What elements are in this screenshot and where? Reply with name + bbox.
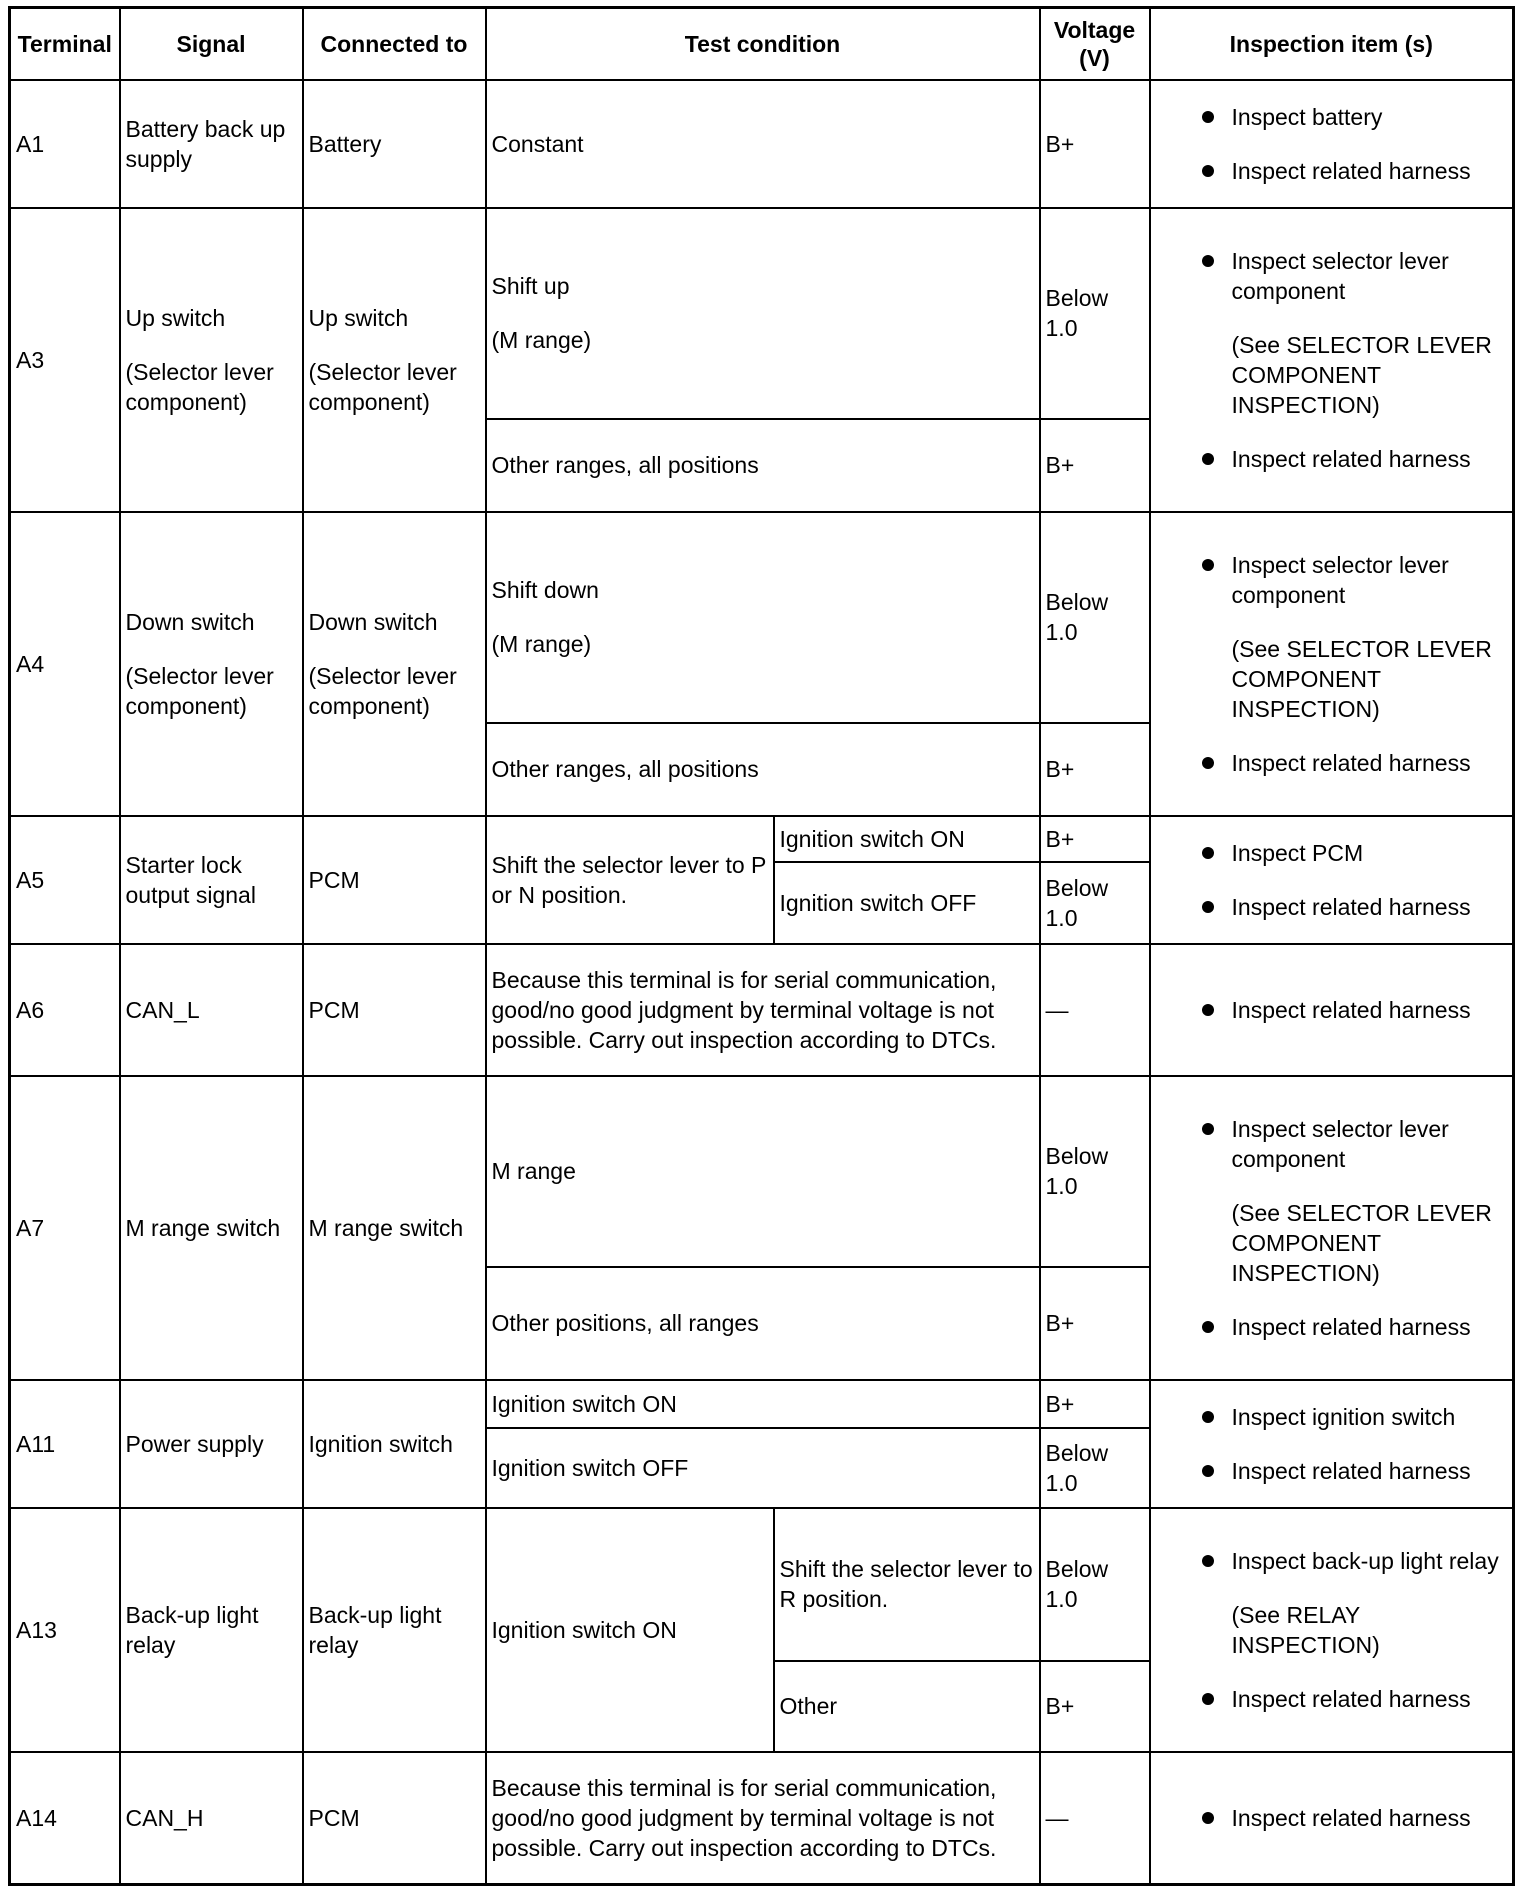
terminal-cell: A7 xyxy=(10,1076,120,1380)
condition-cell: Other ranges, all positions xyxy=(486,723,1040,816)
sub-condition-cell: Shift the selector lever to R position. xyxy=(774,1508,1040,1661)
inspection-item: Inspect related harness xyxy=(1156,444,1508,474)
terminal-cell: A6 xyxy=(10,944,120,1076)
connected-cell: PCM xyxy=(303,1752,486,1885)
inspection-item: Inspect back-up light relay (See RELAY INSPECTION) xyxy=(1156,1546,1508,1660)
signal-cell: CAN_L xyxy=(120,944,303,1076)
table-row-a14 xyxy=(10,1752,1514,1885)
header-inspection-items: Inspection item (s) xyxy=(1150,8,1514,80)
bullet-icon xyxy=(1202,901,1214,913)
bullet-icon xyxy=(1202,1123,1214,1135)
signal-cell: Up switch (Selector lever component) xyxy=(120,208,303,512)
inspection-cell xyxy=(1150,208,1514,512)
header-row xyxy=(10,8,1514,80)
inspection-item: Inspect selector lever component (See SELECTOR LEVER COMPONENT INSPECTION) xyxy=(1156,550,1508,724)
voltage-cell: Below 1.0 xyxy=(1040,862,1150,944)
voltage-cell: Below 1.0 xyxy=(1040,1076,1150,1267)
sub-condition-cell: Ignition switch ON xyxy=(774,816,1040,862)
connected-cell: Down switch (Selector lever component) xyxy=(303,512,486,816)
table-row-a1 xyxy=(10,80,1514,208)
inspection-item: Inspect selector lever component (See SELECTOR LEVER COMPONENT INSPECTION) xyxy=(1156,1114,1508,1288)
connected-cell: M range switch xyxy=(303,1076,486,1380)
connected-cell: PCM xyxy=(303,944,486,1076)
connected-cell: PCM xyxy=(303,816,486,944)
header-connected-to: Connected to xyxy=(303,8,486,80)
table-row-a4 xyxy=(10,512,1514,723)
connected-cell: Battery xyxy=(303,80,486,208)
inspection-item: Inspect battery xyxy=(1156,102,1508,132)
condition-cell: Other ranges, all positions xyxy=(486,419,1040,512)
inspection-item: Inspect related harness xyxy=(1156,1456,1508,1486)
voltage-cell: Below 1.0 xyxy=(1040,1508,1150,1661)
inspection-item: Inspect related harness xyxy=(1156,1684,1508,1714)
voltage-cell: B+ xyxy=(1040,1380,1150,1428)
table-row-a3 xyxy=(10,208,1514,419)
condition-cell: Shift up (M range) xyxy=(486,208,1040,419)
condition-cell: Because this terminal is for serial communication, good/no good judgment by terminal voltage is not possible. Carry out inspection according to DTCs. xyxy=(486,1752,1040,1885)
signal-cell: Down switch (Selector lever component) xyxy=(120,512,303,816)
terminal-cell: A14 xyxy=(10,1752,120,1885)
bullet-icon xyxy=(1202,1693,1214,1705)
signal-cell: Battery back up supply xyxy=(120,80,303,208)
voltage-cell: — xyxy=(1040,944,1150,1076)
terminal-cell: A11 xyxy=(10,1380,120,1508)
voltage-cell: Below 1.0 xyxy=(1040,208,1150,419)
signal-cell: M range switch xyxy=(120,1076,303,1380)
voltage-cell: B+ xyxy=(1040,1661,1150,1752)
inspection-item: Inspect PCM xyxy=(1156,838,1508,868)
inspection-item: Inspect selector lever component (See SELECTOR LEVER COMPONENT INSPECTION) xyxy=(1156,246,1508,420)
connected-cell: Up switch (Selector lever component) xyxy=(303,208,486,512)
inspection-item: Inspect related harness xyxy=(1156,748,1508,778)
bullet-icon xyxy=(1202,757,1214,769)
header-test-condition: Test condition xyxy=(486,8,1040,80)
inspection-cell xyxy=(1150,512,1514,816)
table-row-a13 xyxy=(10,1508,1514,1661)
inspection-item: Inspect related harness xyxy=(1156,156,1508,186)
terminal-cell: A4 xyxy=(10,512,120,816)
connected-cell: Ignition switch xyxy=(303,1380,486,1508)
inspection-cell xyxy=(1150,1508,1514,1752)
voltage-cell: B+ xyxy=(1040,419,1150,512)
voltage-cell: Below 1.0 xyxy=(1040,1428,1150,1508)
terminal-cell: A5 xyxy=(10,816,120,944)
bullet-icon xyxy=(1202,1555,1214,1567)
condition-cell: Constant xyxy=(486,80,1040,208)
bullet-icon xyxy=(1202,255,1214,267)
signal-cell: Back-up light relay xyxy=(120,1508,303,1752)
bullet-icon xyxy=(1202,1465,1214,1477)
header-voltage: Voltage (V) xyxy=(1040,8,1150,80)
inspection-cell xyxy=(1150,816,1514,944)
terminal-cell: A3 xyxy=(10,208,120,512)
voltage-cell: B+ xyxy=(1040,816,1150,862)
bullet-icon xyxy=(1202,111,1214,123)
bullet-icon xyxy=(1202,165,1214,177)
signal-cell: Power supply xyxy=(120,1380,303,1508)
inspection-item: Inspect related harness xyxy=(1156,1803,1508,1833)
bullet-icon xyxy=(1202,559,1214,571)
bullet-icon xyxy=(1202,1321,1214,1333)
inspection-cell xyxy=(1150,80,1514,208)
terminal-voltage-table xyxy=(8,6,1515,1886)
voltage-cell: B+ xyxy=(1040,723,1150,816)
condition-cell: Shift the selector lever to P or N position. xyxy=(486,816,774,944)
terminal-cell: A1 xyxy=(10,80,120,208)
condition-cell: Ignition switch OFF xyxy=(486,1428,1040,1508)
table-row-a5 xyxy=(10,816,1514,862)
condition-cell: Ignition switch ON xyxy=(486,1380,1040,1428)
condition-cell: M range xyxy=(486,1076,1040,1267)
bullet-icon xyxy=(1202,1004,1214,1016)
condition-cell: Shift down (M range) xyxy=(486,512,1040,723)
voltage-cell: B+ xyxy=(1040,1267,1150,1380)
table-row-a6 xyxy=(10,944,1514,1076)
voltage-cell: B+ xyxy=(1040,80,1150,208)
signal-cell: Starter lock output signal xyxy=(120,816,303,944)
condition-cell: Because this terminal is for serial communication, good/no good judgment by terminal voltage is not possible. Carry out inspection according to DTCs. xyxy=(486,944,1040,1076)
terminal-voltage-table-container xyxy=(8,6,1515,1886)
signal-cell: CAN_H xyxy=(120,1752,303,1885)
sub-condition-cell: Ignition switch OFF xyxy=(774,862,1040,944)
bullet-icon xyxy=(1202,453,1214,465)
inspection-item: Inspect related harness xyxy=(1156,892,1508,922)
connected-cell: Back-up light relay xyxy=(303,1508,486,1752)
inspection-item: Inspect related harness xyxy=(1156,995,1508,1025)
inspection-cell xyxy=(1150,1752,1514,1885)
bullet-icon xyxy=(1202,1812,1214,1824)
table-row-a7 xyxy=(10,1076,1514,1267)
terminal-cell: A13 xyxy=(10,1508,120,1752)
condition-cell: Ignition switch ON xyxy=(486,1508,774,1752)
inspection-item: Inspect ignition switch xyxy=(1156,1402,1508,1432)
table-row-a11 xyxy=(10,1380,1514,1428)
bullet-icon xyxy=(1202,847,1214,859)
voltage-cell: — xyxy=(1040,1752,1150,1885)
header-terminal: Terminal xyxy=(10,8,120,80)
inspection-cell xyxy=(1150,1380,1514,1508)
sub-condition-cell: Other xyxy=(774,1661,1040,1752)
condition-cell: Other positions, all ranges xyxy=(486,1267,1040,1380)
voltage-cell: Below 1.0 xyxy=(1040,512,1150,723)
inspection-cell xyxy=(1150,1076,1514,1380)
header-signal: Signal xyxy=(120,8,303,80)
inspection-item: Inspect related harness xyxy=(1156,1312,1508,1342)
inspection-cell xyxy=(1150,944,1514,1076)
bullet-icon xyxy=(1202,1411,1214,1423)
